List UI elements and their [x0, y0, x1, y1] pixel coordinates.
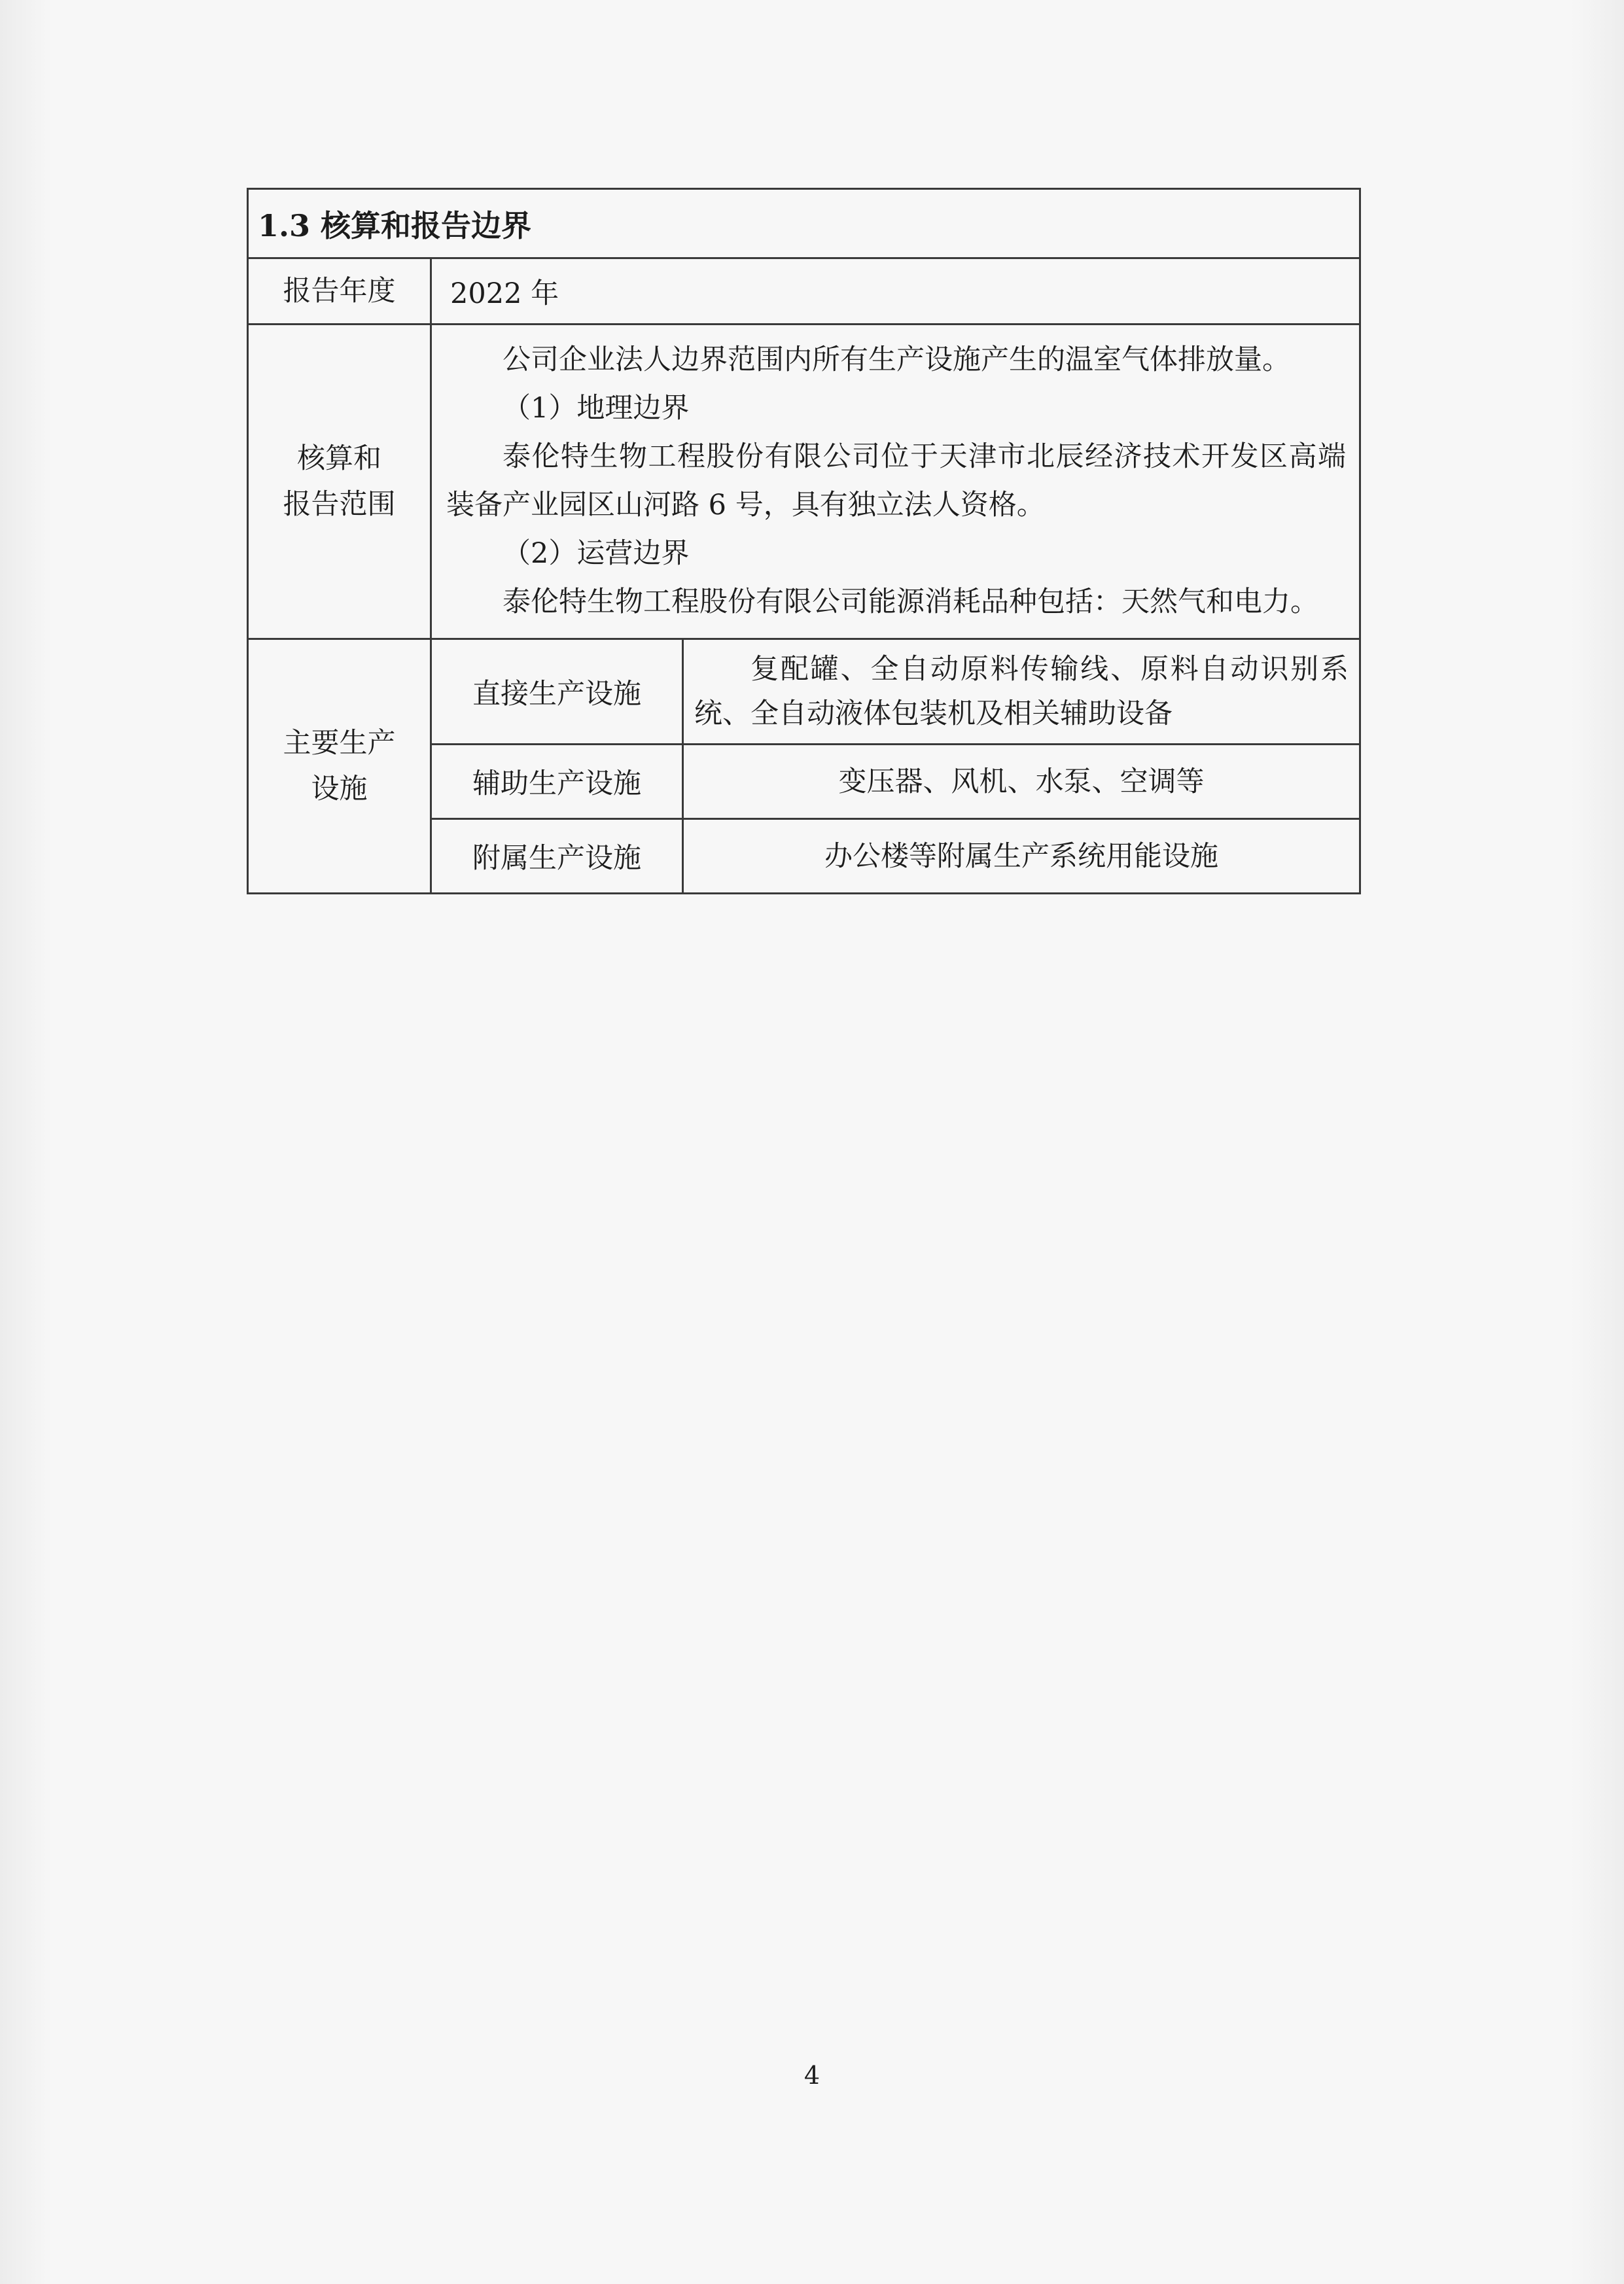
ops-boundary-text: 泰伦特生物工程股份有限公司能源消耗品种包括：天然气和电力。	[503, 586, 1318, 618]
facilities-label	[248, 639, 431, 894]
section-title-row	[248, 189, 1360, 258]
facility-type-direct: 直接生产设施	[431, 639, 683, 745]
geo-boundary-text: 泰伦特生物工程股份有限公司位于天津市北辰经济技术开发区高端装备产业园区山河路 6 号，具有独立法人资格。	[446, 440, 1346, 521]
scope-label-line2: 报告范围	[283, 488, 396, 521]
ops-boundary-heading: （2）运营边界	[503, 537, 690, 570]
scope-row	[248, 325, 1360, 639]
scope-label-line1: 核算和	[297, 442, 381, 475]
report-year-row	[248, 258, 1360, 325]
section-title: 1.3 核算和报告边界	[248, 189, 1360, 258]
accounting-boundary-table	[247, 188, 1361, 894]
facility-row-direct	[248, 639, 1360, 745]
scope-label	[248, 325, 431, 639]
facilities-label-line2: 设施	[311, 773, 368, 805]
report-year-value: 2022 年	[431, 258, 1360, 325]
scope-intro: 公司企业法人边界范围内所有生产设施产生的温室气体排放量。	[503, 343, 1290, 376]
scope-description	[431, 325, 1360, 639]
facility-desc-ancillary: 办公楼等附属生产系统用能设施	[683, 819, 1360, 894]
facility-desc-auxiliary: 变压器、风机、水泵、空调等	[683, 745, 1360, 819]
facility-type-ancillary: 附属生产设施	[431, 819, 683, 894]
facilities-label-line1: 主要生产	[283, 727, 396, 760]
geo-boundary-heading: （1）地理边界	[503, 392, 690, 425]
facility-desc-direct: 复配罐、全自动原料传输线、原料自动识别系统、全自动液体包装机及相关辅助设备	[683, 639, 1360, 745]
facility-type-auxiliary: 辅助生产设施	[431, 745, 683, 819]
page-number: 4	[803, 2061, 821, 2090]
report-year-label: 报告年度	[248, 258, 431, 325]
